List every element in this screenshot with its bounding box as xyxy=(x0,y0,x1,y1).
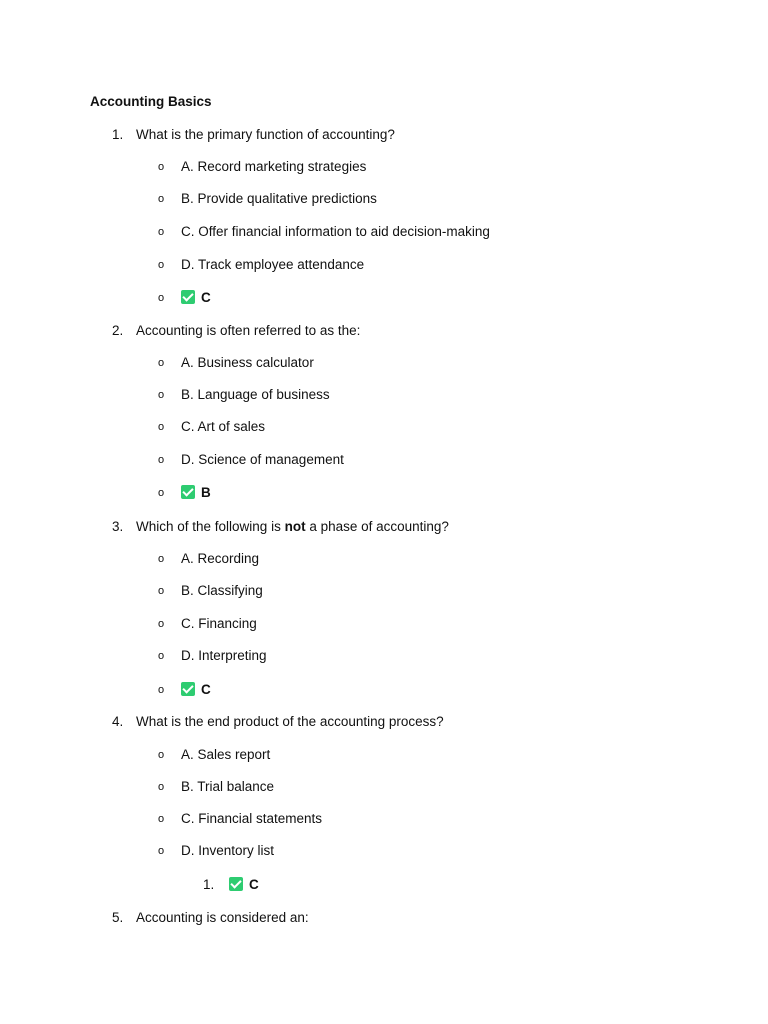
answer-list-number: 1. xyxy=(203,877,215,892)
question-text: What is the end product of the accounting process? xyxy=(136,714,444,729)
option-text: B. Trial balance xyxy=(181,779,275,794)
question-text-emphasis: not xyxy=(284,519,306,534)
question-number: 5. xyxy=(112,910,124,925)
bullet: o xyxy=(158,684,165,696)
bullet: o xyxy=(158,226,165,238)
bullet: o xyxy=(158,193,165,205)
question-text-part: a phase of accounting? xyxy=(305,519,449,534)
bullet: o xyxy=(158,454,165,466)
check-icon xyxy=(181,485,195,499)
question-text: Accounting is considered an: xyxy=(136,910,309,925)
question-number: 3. xyxy=(112,519,124,534)
option-text: B. Classifying xyxy=(181,583,263,598)
bullet: o xyxy=(158,650,165,662)
answer-letter: C xyxy=(201,290,211,305)
question-number: 1. xyxy=(112,127,124,142)
bullet: o xyxy=(158,781,165,793)
question-text xyxy=(136,518,449,536)
option-text: C. Art of sales xyxy=(181,419,266,434)
bullet: o xyxy=(158,259,165,271)
option-text: A. Sales report xyxy=(181,747,271,762)
bullet: o xyxy=(158,749,165,761)
question-number: 2. xyxy=(112,323,124,338)
bullet: o xyxy=(158,161,165,173)
bullet: o xyxy=(158,618,165,630)
option-text: D. Track employee attendance xyxy=(181,257,365,272)
question-text-part: Which of the following is xyxy=(136,519,285,534)
option-text: A. Business calculator xyxy=(181,355,314,370)
bullet: o xyxy=(158,813,165,825)
check-icon xyxy=(181,290,195,304)
bullet: o xyxy=(158,845,165,857)
option-text: B. Provide qualitative predictions xyxy=(181,191,377,206)
option-text: C. Financing xyxy=(181,616,257,631)
option-text: D. Interpreting xyxy=(181,648,267,663)
option-text: C. Offer financial information to aid decision-making xyxy=(181,224,490,239)
bullet: o xyxy=(158,585,165,597)
bullet: o xyxy=(158,487,165,499)
answer-letter: C xyxy=(201,682,211,697)
question-number: 4. xyxy=(112,714,124,729)
bullet: o xyxy=(158,357,165,369)
bullet: o xyxy=(158,553,165,565)
bullet: o xyxy=(158,421,165,433)
question-text: What is the primary function of accounting? xyxy=(136,127,395,142)
option-text: A. Record marketing strategies xyxy=(181,159,367,174)
answer-letter: B xyxy=(201,485,211,500)
check-icon xyxy=(229,877,243,891)
answer-letter: C xyxy=(249,877,259,892)
check-icon xyxy=(181,682,195,696)
option-text: B. Language of business xyxy=(181,387,330,402)
option-text: C. Financial statements xyxy=(181,811,323,826)
question-text: Accounting is often referred to as the: xyxy=(136,323,361,338)
bullet: o xyxy=(158,389,165,401)
option-text: D. Science of management xyxy=(181,452,344,467)
bullet: o xyxy=(158,292,165,304)
option-text: A. Recording xyxy=(181,551,260,566)
option-text: D. Inventory list xyxy=(181,843,275,858)
document-title: Accounting Basics xyxy=(90,94,212,109)
